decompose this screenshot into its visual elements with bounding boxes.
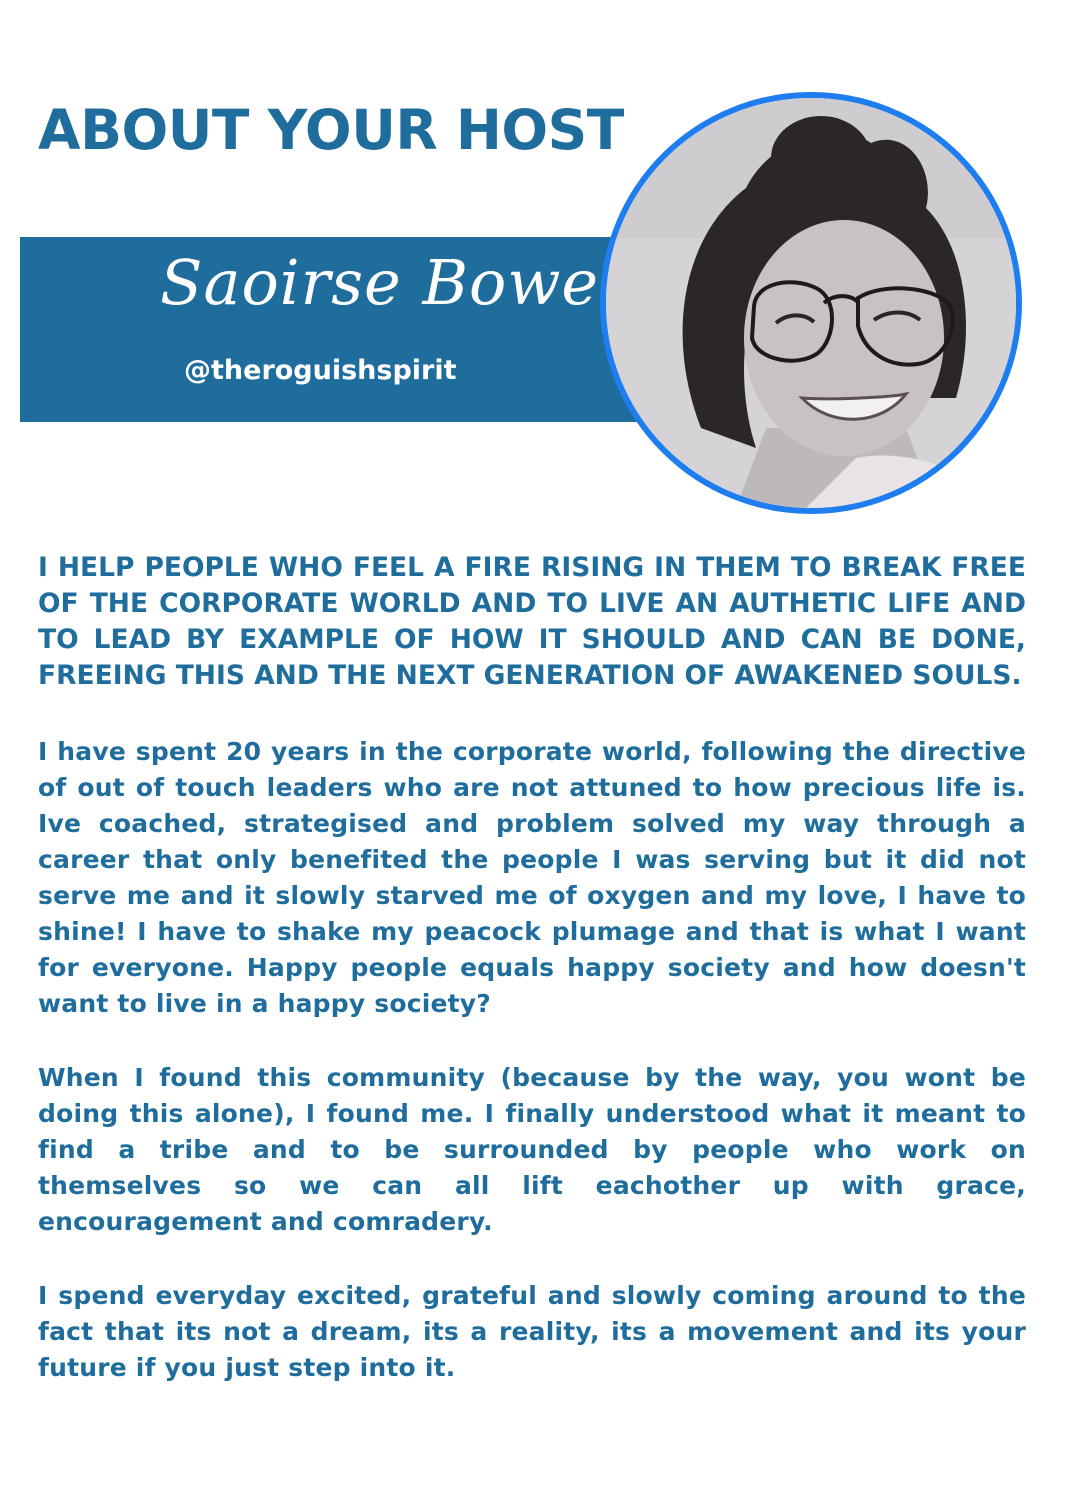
host-portrait-icon xyxy=(606,98,1016,508)
host-photo xyxy=(600,92,1022,514)
bio-headline: I HELP PEOPLE WHO FEEL A FIRE RISING IN THEM TO BREAK FREE OF THE CORPORATE WORLD AND TO LIVE AN AUTHETIC LIFE AND TO LEAD BY EXAMPLE OF HOW IT SHOULD AND CAN BE DONE, FREEING THIS AND THE NEXT GENERATION OF AWAKENED SOULS. xyxy=(38,552,1026,691)
host-handle: @theroguishspirit xyxy=(184,355,457,386)
page-title: ABOUT YOUR HOST xyxy=(38,98,624,162)
host-signature: Saoirse Bowe xyxy=(160,246,600,319)
bio-content xyxy=(38,550,1026,1424)
bio-paragraph-1: I have spent 20 years in the corporate world, following the directive of out of touch leaders who are not attuned to how precious life is. Ive coached, strategised and problem solved my way through a career that only benefited the people I was serving but it did not serve me and it slowly starved me of oxygen and my love, I have to shine! I have to shake my peacock plumage and that is what I want for everyone. Happy people equals happy society and how doesn't want to live in a happy society? xyxy=(38,737,1026,1018)
bio-paragraph-3: I spend everyday excited, grateful and slowly coming around to the fact that its not a dream, its a reality, its a movement and its your future if you just step into it. xyxy=(38,1281,1026,1382)
bio-paragraph-2: When I found this community (because by the way, you wont be doing this alone), I found me. I finally understood what it meant to find a tribe and to be surrounded by people who work on themselves so we can all lift eachother up with grace, encouragement and comradery. xyxy=(38,1063,1026,1236)
